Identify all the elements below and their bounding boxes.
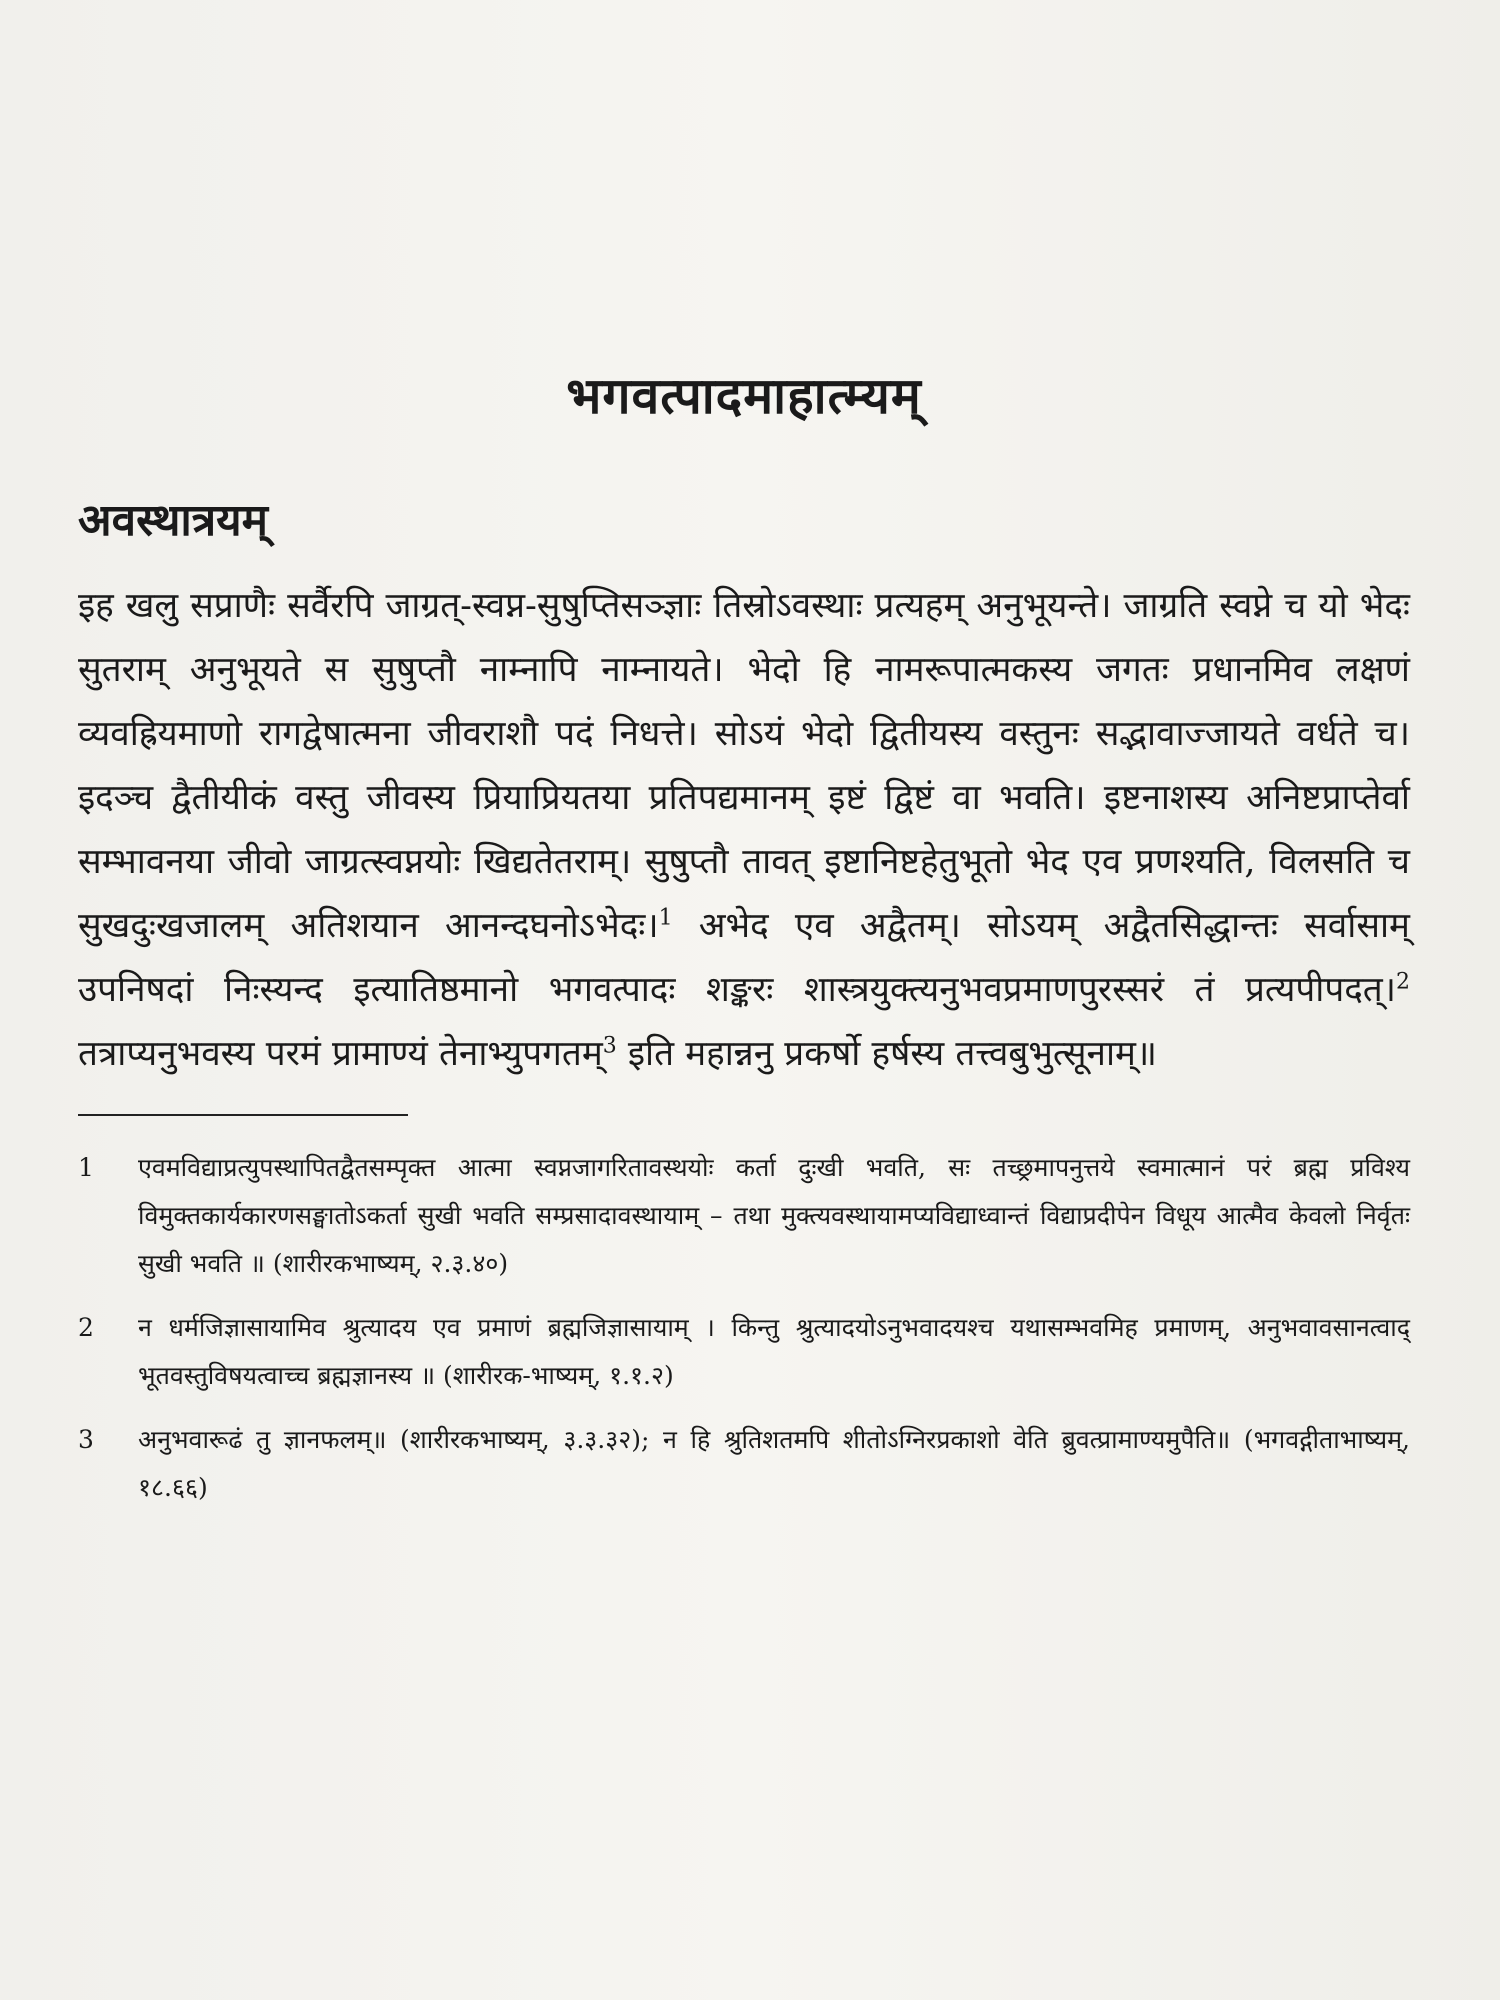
footnote-ref-2[interactable]: 2	[1396, 969, 1410, 995]
footnote-number: 1	[78, 1153, 94, 1182]
section-heading: अवस्थात्रयम्	[78, 495, 268, 546]
footnote-divider	[78, 1114, 408, 1116]
main-paragraph	[78, 574, 1410, 1086]
footnote-ref-3[interactable]: 3	[602, 1033, 617, 1059]
footnote-number: 3	[78, 1425, 94, 1454]
paragraph-part-1: इह खलु सप्राणैः सर्वैरपि जाग्रत्-स्वप्न-सुषुप्तिसञ्ज्ञाः तिस्रोऽवस्थाः प्रत्यहम् अनुभूयन्ते। जाग्रति स्वप्ने च यो भेदः सुतराम् अनुभूयते स सुषुप्तौ नाम्नापि नाम्नायते। भेदो हि नामरूपात्मकस्य जगतः प्रधानमिव लक्षणं व्यवह्रियमाणो रागद्वेषात्मना जीवराशौ पदं निधत्ते। सोऽयं भेदो द्वितीयस्य वस्तुनः सद्भावाज्जायते वर्धते च। इदञ्च द्वैतीयीकं वस्तु जीवस्य प्रियाप्रियतया प्रतिपद्यमानम् इष्टं द्विष्टं वा भवति। इष्टनाशस्य अनिष्टप्राप्तेर्वा सम्भावनया जीवो जाग्रत्स्वप्नयोः खिद्यतेतराम्। सुषुप्तौ तावत् इष्टानिष्टहेतुभूतो भेद एव प्रणश्यति, विलसति च सुखदुःखजालम् अतिशयान आनन्दघनोऽभेदः।	[78, 586, 1410, 946]
footnote-ref-1[interactable]: 1	[658, 905, 673, 931]
footnote-text: न धर्मजिज्ञासायामिव श्रुत्यादय एव प्रमाणं ब्रह्मजिज्ञासायाम् । किन्तु श्रुत्यादयोऽनुभवादयश्च यथासम्भवमिह प्रमाणम्, अनुभवावसानत्वाद् भूतवस्तुविषयत्वाच्च ब्रह्मज्ञानस्य ॥ (शारीरक-भाष्यम्, १.१.२)	[138, 1313, 1410, 1390]
footnote-number: 2	[78, 1313, 94, 1342]
footnote-text: अनुभवारूढं तु ज्ञानफलम्॥ (शारीरकभाष्यम्, ३.३.३२); न हि श्रुतिशतमपि शीतोऽग्निरप्रकाशो वेति ब्रुवत्प्रामाण्यमुपैति॥ (भगवद्गीताभाष्यम्, १८.६६)	[138, 1425, 1410, 1502]
footnote-3	[78, 1416, 1410, 1512]
paragraph-part-2: अभेद एव अद्वैतम्। सोऽयम् अद्वैतसिद्धान्तः सर्वासाम् उपनिषदां निःस्यन्द इत्यातिष्ठमानो भगवत्पादः शङ्करः शास्त्रयुक्त्यनुभवप्रमाणपुरस्सरं तं प्रत्यपीपदत्।	[78, 906, 1410, 1010]
paragraph-part-4: इति महान्ननु प्रकर्षो हर्षस्य तत्त्वबुभुत्सूनाम्॥	[616, 1034, 1157, 1074]
footnote-2	[78, 1304, 1410, 1400]
footnote-1	[78, 1144, 1410, 1288]
page-title: भगवत्पादमाहात्म्यम्	[566, 366, 922, 425]
footnote-text: एवमविद्याप्रत्युपस्थापितद्वैतसम्पृक्त आत्मा स्वप्नजागरितावस्थयोः कर्ता दुःखी भवति, सः तच्छ्रमापनुत्तये स्वमात्मानं परं ब्रह्म प्रविश्य विमुक्तकार्यकारणसङ्घातोऽकर्ता सुखी भवति सम्प्रसादावस्थायाम् – तथा मुक्त्यवस्थायामप्यविद्याध्वान्तं विद्याप्रदीपेन विधूय आत्मैव केवलो निर्वृतः सुखी भवति ॥ (शारीरकभाष्यम्, २.३.४०)	[138, 1153, 1410, 1278]
paragraph-part-3: तत्राप्यनुभवस्य परमं प्रामाण्यं तेनाभ्युपगतम्	[78, 1034, 603, 1074]
